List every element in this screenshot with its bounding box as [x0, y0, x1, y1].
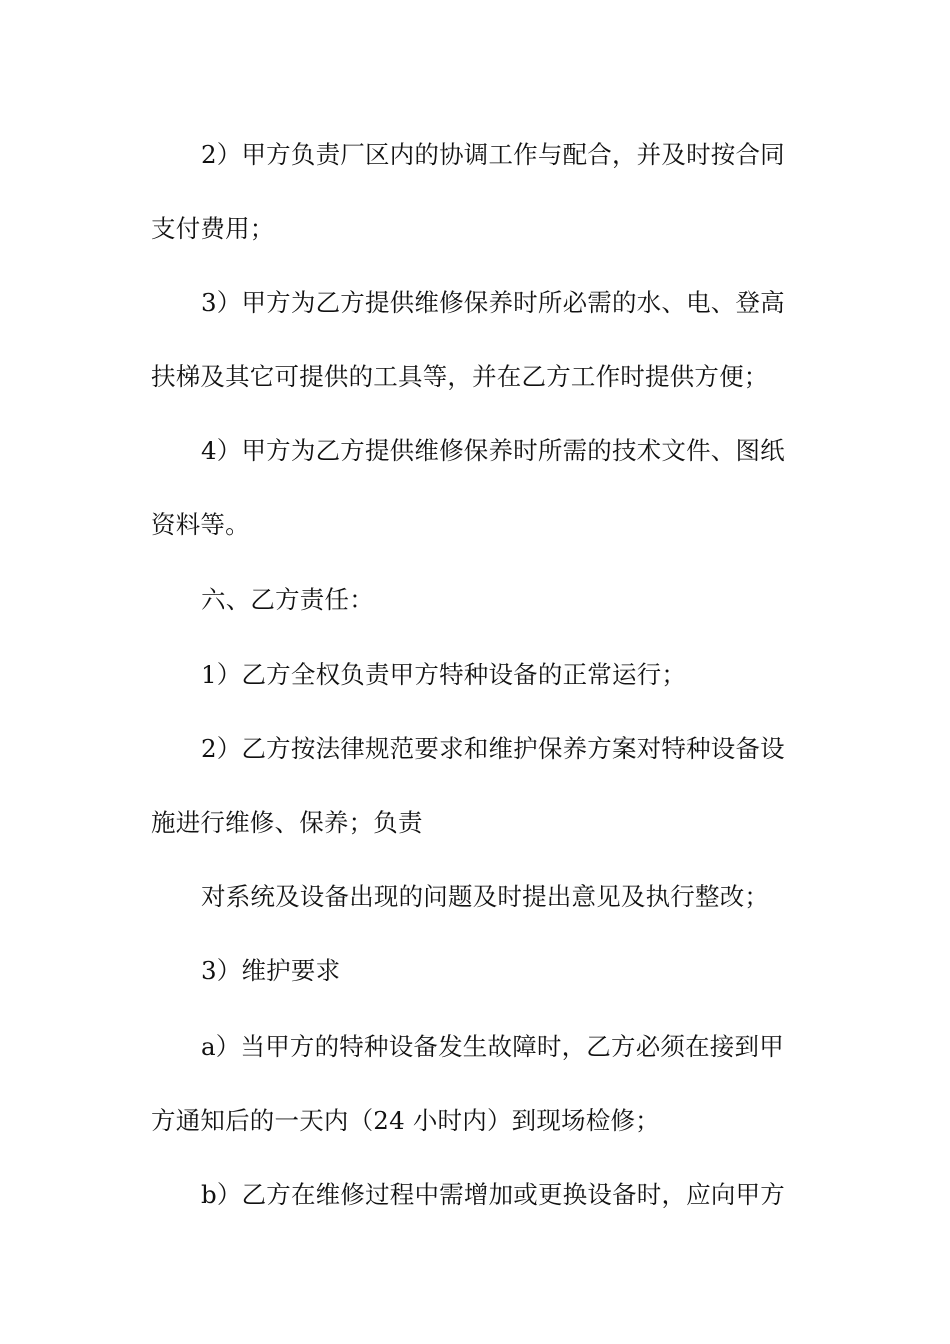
paragraph-line: 4）甲方为乙方提供维修保养时所需的技术文件、图纸 [201, 436, 785, 465]
paragraph-line: 资料等。 [151, 510, 250, 539]
paragraph-line: 支付费用； [151, 214, 275, 243]
paragraph-line: 2）乙方按法律规范要求和维护保养方案对特种设备设 [201, 734, 785, 763]
paragraph-line: 扶梯及其它可提供的工具等，并在乙方工作时提供方便； [151, 362, 769, 391]
paragraph-line: 3）甲方为乙方提供维修保养时所必需的水、电、登高 [201, 288, 785, 317]
paragraph-line: 方通知后的一天内（24 小时内）到现场检修； [151, 1106, 660, 1135]
paragraph-line: 施进行维修、保养；负责 [151, 808, 423, 837]
paragraph-line: 2）甲方负责厂区内的协调工作与配合，并及时按合同 [201, 140, 785, 169]
section-heading: 六、乙方责任： [201, 585, 374, 614]
paragraph-line: a）当甲方的特种设备发生故障时，乙方必须在接到甲 [201, 1032, 784, 1061]
paragraph-line: 1）乙方全权负责甲方特种设备的正常运行； [201, 660, 687, 689]
paragraph-line: 3）维护要求 [201, 956, 341, 985]
paragraph-line: b）乙方在维修过程中需增加或更换设备时，应向甲方 [201, 1180, 785, 1209]
paragraph-line: 对系统及设备出现的问题及时提出意见及执行整改； [201, 882, 770, 911]
